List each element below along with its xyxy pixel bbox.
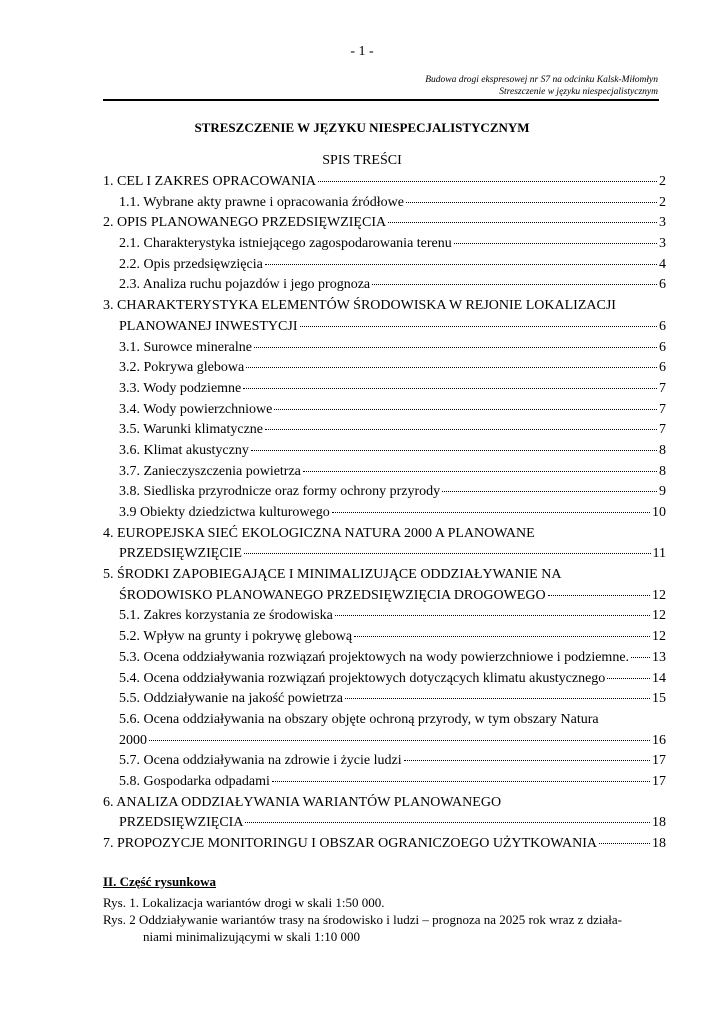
toc-entry-title: PLANOWANEJ INWESTYCJI	[119, 318, 298, 334]
toc-page-number: 17	[652, 773, 666, 789]
toc-dot-leader	[345, 698, 650, 699]
toc-entry[interactable]	[103, 296, 666, 337]
toc-page-number: 6	[659, 318, 666, 334]
toc-entry[interactable]	[103, 420, 666, 441]
toc-entry-title: 3.7. Zanieczyszczenia powietrza	[119, 463, 301, 479]
toc-dot-leader	[274, 409, 657, 410]
toc-entry-line: 3. CHARAKTERYSTYKA ELEMENTÓW ŚRODOWISKA W REJONIE LOKALIZACJI	[103, 298, 616, 314]
toc-dot-leader	[251, 450, 657, 451]
header-rule	[103, 99, 659, 101]
toc-page-number: 6	[659, 277, 666, 293]
toc-dot-leader	[454, 243, 657, 244]
toc-dot-leader	[548, 595, 650, 596]
toc-entry-title: 3.1. Surowce mineralne	[119, 339, 252, 355]
toc-entry-title: 1.1. Wybrane akty prawne i opracowania źródłowe	[119, 194, 405, 210]
toc-page-number: 12	[652, 608, 666, 624]
toc-entry-line: 5.6. Ocena oddziaływania na obszary objęte ochroną przyrody, w tym obszary Natura	[119, 711, 599, 727]
toc-entry-title: 1. CEL I ZAKRES OPRACOWANIA	[103, 174, 316, 189]
header-line-2: Streszczenie w języku niespecjalistycznym	[499, 87, 658, 97]
toc-entry-title: 2. OPIS PLANOWANEGO PRZEDSIĘWZIĘCIA	[103, 215, 387, 231]
header-line-1: Budowa drogi ekspresowej nr S7 na odcinku Kalsk-Miłomłyn	[425, 75, 658, 85]
toc-dot-leader	[272, 781, 650, 782]
toc-entry-title: 3.5. Warunki klimatyczne	[119, 422, 264, 438]
toc-entry-title: 3.6. Klimat akustyczny	[119, 442, 249, 458]
toc-entry[interactable]	[103, 441, 666, 462]
toc-entry-title: 5.7. Ocena oddziaływania na zdrowie i życie ludzi	[119, 753, 402, 769]
toc-page-number: 8	[659, 463, 666, 479]
toc-entry-title: PRZEDSIĘWZIĘCIA	[119, 815, 244, 831]
toc-entry[interactable]	[103, 751, 666, 772]
toc-entry[interactable]	[103, 338, 666, 359]
toc-entry-title: 2.3. Analiza ruchu pojazdów i jego prognoza	[119, 277, 371, 293]
drawings-heading: II. Część rysunkowa	[103, 874, 217, 889]
toc-dot-leader	[332, 512, 650, 513]
toc-page-number: 16	[652, 732, 666, 748]
toc-dot-leader	[245, 822, 650, 823]
toc-entry-title: ŚRODOWISKO PLANOWANEGO PRZEDSIĘWZIĘCIA DROGOWEGO	[119, 587, 546, 603]
toc-entry[interactable]	[103, 503, 666, 524]
page-number: - 1 -	[350, 44, 374, 59]
toc-page-number: 18	[652, 815, 666, 831]
toc-entry-title: 5.4. Ocena oddziaływania rozwiązań projektowych dotyczących klimatu akustycznego	[119, 670, 606, 686]
toc-dot-leader	[254, 347, 657, 348]
toc-entry-title: 3.2. Pokrywa glebowa	[119, 360, 245, 376]
toc-entry[interactable]	[103, 275, 666, 296]
drawing-item-2-continued: niami minimalizującymi w skali 1:10 000	[143, 929, 360, 944]
document-title: STRESZCZENIE W JĘZYKU NIESPECJALISTYCZNYM	[194, 120, 530, 135]
toc-entry-title: 2000	[119, 732, 147, 748]
toc-entry-title: 2.1. Charakterystyka istniejącego zagospodarowania terenu	[119, 236, 452, 252]
toc-page-number: 18	[652, 836, 666, 851]
toc-heading: SPIS TREŚCI	[322, 153, 402, 168]
toc-dot-leader	[607, 678, 650, 679]
toc-page-number: 12	[652, 629, 666, 645]
toc-entry[interactable]	[103, 793, 666, 834]
toc-dot-leader	[318, 181, 657, 182]
toc-page-number: 3	[659, 215, 666, 231]
toc-dot-leader	[335, 615, 650, 616]
toc-entry-title: 3.8. Siedliska przyrodnicze oraz formy ochrony przyrody	[119, 484, 441, 500]
drawings-section	[103, 874, 666, 945]
toc-page-number: 8	[659, 442, 666, 458]
toc-entry-title: 3.9 Obiekty dziedzictwa kulturowego	[119, 505, 330, 520]
toc-entry[interactable]	[103, 524, 666, 565]
toc-dot-leader	[243, 388, 657, 389]
toc-entry[interactable]	[103, 462, 666, 483]
drawing-item-1: Rys. 1. Lokalizacja wariantów drogi w skali 1:50 000.	[103, 895, 385, 910]
running-header	[425, 74, 658, 98]
toc-dot-leader	[372, 284, 657, 285]
toc-entry-title: 3.4. Wody powierzchniowe	[119, 401, 273, 417]
toc-entry[interactable]	[103, 193, 666, 214]
toc-entry[interactable]	[103, 234, 666, 255]
toc-dot-leader	[300, 326, 658, 327]
toc-dot-leader	[244, 553, 651, 554]
toc-entry[interactable]	[103, 172, 666, 193]
toc-page-number: 2	[659, 174, 666, 189]
toc-dot-leader	[149, 740, 650, 741]
toc-entry-title: 5.5. Oddziaływanie na jakość powietrza	[119, 691, 343, 707]
toc-page-number: 4	[659, 256, 666, 272]
toc-entry[interactable]	[103, 710, 666, 751]
drawing-item-2: Rys. 2 Oddziaływanie wariantów trasy na środowisko i ludzi – prognoza na 2025 rok wraz z działa-	[103, 912, 622, 927]
toc-page-number: 6	[659, 360, 666, 376]
toc-dot-leader	[388, 222, 657, 223]
toc-entry[interactable]	[103, 648, 666, 669]
toc-entry-title: 7. PROPOZYCJE MONITORINGU I OBSZAR OGRANICZOEGO UŻYTKOWANIA	[103, 836, 598, 851]
toc-dot-leader	[599, 843, 650, 844]
toc-dot-leader	[442, 491, 657, 492]
toc-page-number: 14	[652, 670, 666, 686]
toc-page-number: 15	[652, 691, 666, 707]
toc-page-number: 6	[659, 339, 666, 355]
toc-entry[interactable]	[103, 358, 666, 379]
toc-entry[interactable]	[103, 565, 666, 606]
toc-dot-leader	[265, 264, 657, 265]
toc-page-number: 2	[659, 194, 666, 210]
toc-entry-line: 4. EUROPEJSKA SIEĆ EKOLOGICZNA NATURA 2000 A PLANOWANE	[103, 525, 535, 541]
toc-entry[interactable]	[103, 213, 666, 234]
toc-page-number: 13	[652, 649, 666, 665]
toc-entry[interactable]	[103, 606, 666, 627]
toc-entry-title: 2.2. Opis przedsięwzięcia	[119, 256, 263, 272]
toc-entry[interactable]	[103, 482, 666, 503]
toc-page-number: 11	[652, 546, 666, 562]
toc-page-number: 9	[659, 484, 666, 500]
toc-page-number: 3	[659, 236, 666, 252]
toc-entry[interactable]	[103, 379, 666, 400]
toc-entry-line: 6. ANALIZA ODDZIAŁYWANIA WARIANTÓW PLANOWANEGO	[103, 794, 502, 810]
toc-page-number: 12	[652, 587, 666, 603]
toc-dot-leader	[265, 429, 657, 430]
toc-dot-leader	[246, 367, 657, 368]
toc-entry[interactable]	[103, 669, 666, 690]
toc-page-number: 7	[659, 401, 666, 417]
toc-page-number: 7	[659, 380, 666, 396]
toc-dot-leader	[404, 760, 650, 761]
toc-entry-title: 5.2. Wpływ na grunty i pokrywę glebową	[119, 629, 353, 645]
toc-entry[interactable]	[103, 400, 666, 421]
toc-entry-title: PRZEDSIĘWZIĘCIE	[119, 546, 242, 562]
toc-dot-leader	[406, 202, 657, 203]
toc-page-number: 10	[652, 505, 666, 520]
toc-entry-title: 3.3. Wody podziemne	[119, 380, 242, 396]
toc-entry[interactable]	[103, 255, 666, 276]
toc-entry-title: 5.1. Zakres korzystania ze środowiska	[119, 608, 333, 624]
toc-page-number: 7	[659, 422, 666, 438]
toc-dot-leader	[354, 636, 650, 637]
toc-entry-title: 5.3. Ocena oddziaływania rozwiązań projektowych na wody powierzchniowe i podziemne.	[119, 649, 630, 665]
toc-entry-line: 5. ŚRODKI ZAPOBIEGAJĄCE I MINIMALIZUJĄCE ODDZIAŁYWANIE NA	[103, 567, 562, 583]
toc-dot-leader	[303, 471, 657, 472]
toc-entry[interactable]	[103, 627, 666, 648]
toc-entry[interactable]	[103, 834, 666, 855]
toc-entry[interactable]	[103, 689, 666, 710]
toc-dot-leader	[631, 657, 650, 658]
toc-entry[interactable]	[103, 772, 666, 793]
table-of-contents	[103, 172, 666, 855]
toc-entry-title: 5.8. Gospodarka odpadami	[119, 773, 270, 789]
toc-page-number: 17	[652, 753, 666, 769]
